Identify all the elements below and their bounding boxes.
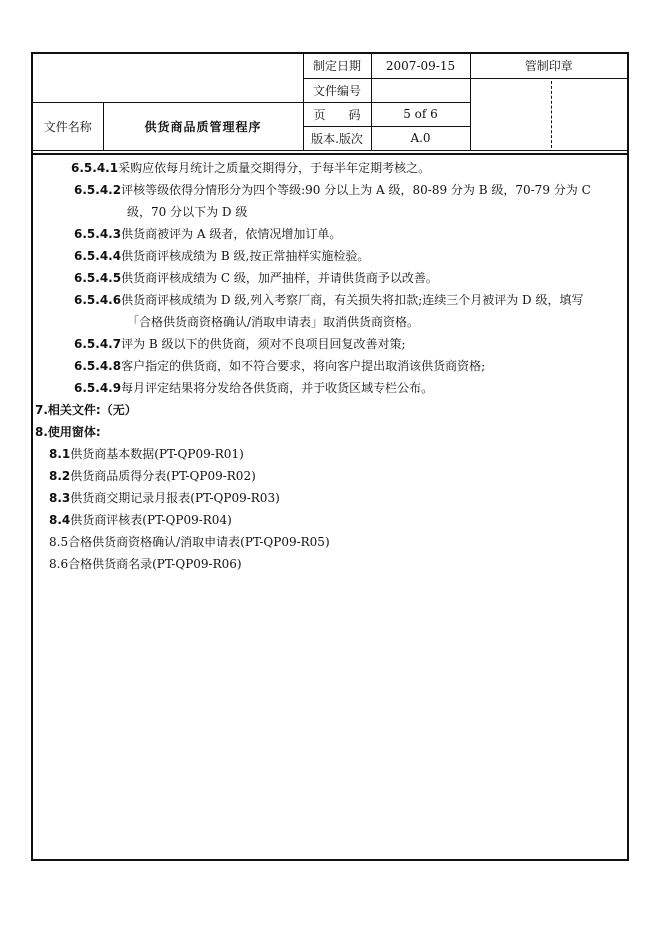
- clause-6-5-4-4: [33, 245, 627, 267]
- stamp-label: 管制印章: [470, 54, 627, 78]
- doc-no-value: [371, 78, 470, 102]
- form-text: 供货商评核表(PT-QP09-R04): [70, 513, 232, 527]
- clause-text: 供货商评核成绩为 C 级，加严抽样，并请供货商予以改善。: [121, 271, 438, 285]
- form-text: 合格供货商资格确认/消取申请表(PT-QP09-R05): [68, 535, 330, 549]
- clause-6-5-4-2-continued: 级，70 分以下为 D 级: [127, 205, 248, 219]
- clause-6-5-4-2: [33, 179, 627, 201]
- page-label: [303, 102, 371, 126]
- clause-number: 6.5.4.1: [71, 161, 119, 175]
- form-text: 供货商交期记录月报表(PT-QP09-R03): [70, 491, 280, 505]
- form-item-8-4: [33, 509, 627, 531]
- section-8-heading: 8.使用窗体:: [35, 425, 101, 439]
- clause-text: 供货商被评为 A 级者，依情况增加订单。: [121, 227, 342, 241]
- clause-text: 采购应依每月统计之质量交期得分，于每半年定期考核之。: [118, 161, 431, 175]
- doc-name-label: 文件名称: [33, 102, 103, 150]
- page-label-1: 页: [313, 107, 326, 122]
- header-blank-cell: [33, 54, 303, 102]
- clause-number: 6.5.4.5: [74, 271, 122, 285]
- section-7-heading: 7.相关文件:（无）: [35, 403, 137, 417]
- clause-text: 每月评定结果将分发给各供货商，并于收货区域专栏公布。: [121, 381, 434, 395]
- date-value: 2007-09-15: [371, 54, 470, 78]
- clause-number: 6.5.4.7: [74, 337, 122, 351]
- document-frame: [31, 52, 629, 861]
- doc-no-label: 文件编号: [303, 78, 371, 102]
- page-label-2: 码: [348, 107, 361, 122]
- stamp-area: [470, 78, 627, 150]
- clause-text: 供货商评核成绩为 D 级,列入考察厂商，有关损失将扣款;连续三个月被评为 D 级，填写: [121, 293, 584, 307]
- form-item-8-2: [33, 465, 627, 487]
- clause-number: 6.5.4.8: [74, 359, 122, 373]
- clause-number: 6.5.4.4: [74, 249, 122, 263]
- clause-number: 6.5.4.2: [74, 183, 122, 197]
- form-text: 供货商品质得分表(PT-QP09-R02): [70, 469, 256, 483]
- clause-6-5-4-5: [33, 267, 627, 289]
- form-number: 8.6: [49, 557, 69, 571]
- clause-text: 供货商评核成绩为 B 级,按正常抽样实施检验。: [121, 249, 370, 263]
- clause-text: 评核等级依得分情形分为四个等级:90 分以上为 A 级，80-89 分为 B 级，70-79 分为 C: [121, 183, 591, 197]
- form-item-8-6: [33, 553, 627, 575]
- form-text: 供货商基本数据(PT-QP09-R01): [70, 447, 244, 461]
- clause-6-5-4-1: [33, 157, 627, 179]
- clause-number: 6.5.4.6: [74, 293, 122, 307]
- form-text: 合格供货商名录(PT-QP09-R06): [68, 557, 242, 571]
- form-number: 8.4: [49, 513, 71, 527]
- form-item-8-3: [33, 487, 627, 509]
- clause-text: 评为 B 级以下的供货商，须对不良项目回复改善对策;: [121, 337, 406, 351]
- form-number: 8.1: [49, 447, 71, 461]
- clause-6-5-4-8: [33, 355, 627, 377]
- header-table: [33, 54, 627, 151]
- header-divider: [33, 153, 627, 155]
- stamp-dashed-line: [551, 81, 552, 148]
- form-item-8-5: [33, 531, 627, 553]
- version-label: 版本.版次: [303, 126, 371, 150]
- date-label: 制定日期: [303, 54, 371, 78]
- form-number: 8.3: [49, 491, 71, 505]
- clause-6-5-4-6-continued: 「合格供货商资格确认/消取申请表」取消供货商资格。: [127, 315, 420, 329]
- clause-6-5-4-6: [33, 289, 627, 311]
- clause-6-5-4-9: [33, 377, 627, 399]
- form-item-8-1: [33, 443, 627, 465]
- form-number: 8.2: [49, 469, 71, 483]
- clause-number: 6.5.4.9: [74, 381, 122, 395]
- page-value: 5 of 6: [371, 102, 470, 126]
- clause-6-5-4-7: [33, 333, 627, 355]
- document-body: [33, 157, 627, 575]
- clause-text: 客户指定的供货商，如不符合要求，将向客户提出取消该供货商资格;: [121, 359, 486, 373]
- clause-number: 6.5.4.3: [74, 227, 122, 241]
- version-value: A.0: [371, 126, 470, 150]
- form-number: 8.5: [49, 535, 69, 549]
- clause-6-5-4-3: [33, 223, 627, 245]
- doc-title: 供货商品质管理程序: [103, 102, 303, 150]
